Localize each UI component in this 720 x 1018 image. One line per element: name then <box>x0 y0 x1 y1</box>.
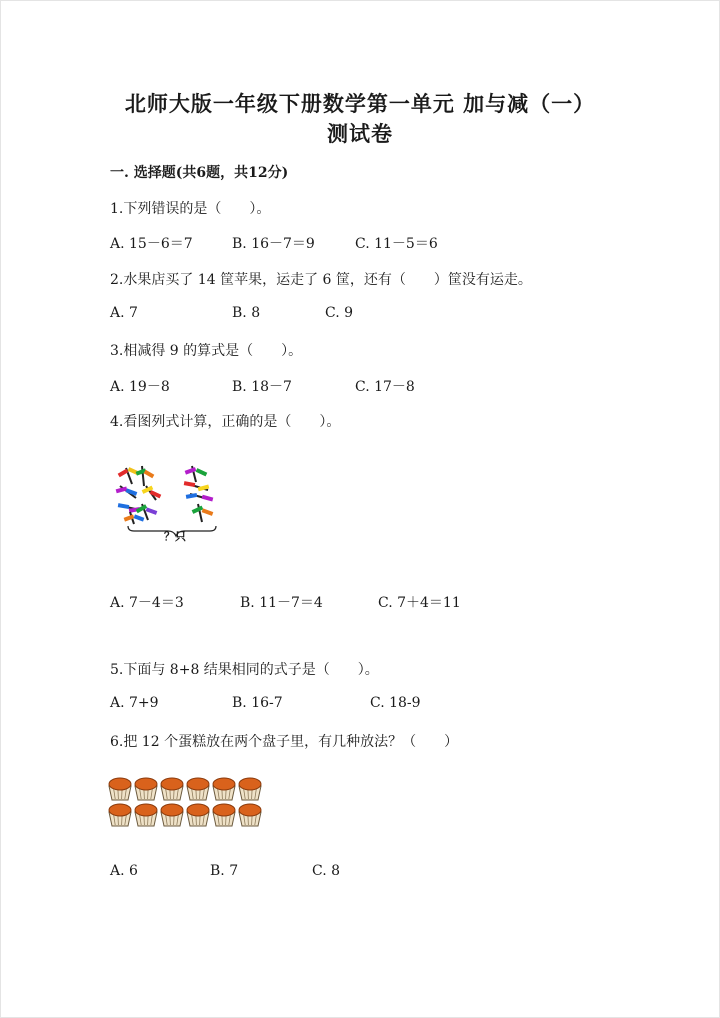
dragonfly-icon <box>116 486 138 498</box>
dragonfly-icon <box>192 504 214 522</box>
question-3-option-a[interactable]: A. 19－8 <box>110 379 170 395</box>
dragonfly-icon <box>186 493 214 501</box>
dragonfly-icon <box>136 466 155 486</box>
page-subtitle: 测试卷 <box>327 121 393 146</box>
question-4-option-c[interactable]: C. 7＋4＝11 <box>378 595 461 611</box>
question-6-stem: 6.把 12 个蛋糕放在两个盘子里，有几种放法？（ ） <box>110 734 459 750</box>
question-4-option-b[interactable]: B. 11－7＝4 <box>240 595 323 611</box>
cake-icon <box>161 804 183 826</box>
question-6-option-c[interactable]: C. 8 <box>312 863 341 879</box>
dragonfly-icon <box>124 512 145 524</box>
question-5-option-b[interactable]: B. 16-7 <box>232 695 283 711</box>
cakes-figure <box>108 776 264 828</box>
question-5-stem: 5.下面与 8+8 结果相同的式子是（ ）。 <box>110 662 379 678</box>
cake-icon <box>213 778 235 800</box>
question-3-option-c[interactable]: C. 17－8 <box>355 379 415 395</box>
cake-icon <box>109 778 131 800</box>
page-title: 北师大版一年级下册数学第一单元 加与减（一） <box>124 91 596 116</box>
dragonfly-icon <box>142 486 162 500</box>
question-1-stem: 1.下列错误的是（ ）。 <box>110 201 271 217</box>
cake-icon <box>239 804 261 826</box>
question-2-option-a[interactable]: A. 7 <box>110 305 138 321</box>
question-3-stem: 3.相减得 9 的算式是（ ）。 <box>110 343 303 359</box>
question-4-option-a[interactable]: A. 7－4＝3 <box>110 595 184 611</box>
question-4-stem: 4.看图列式计算，正确的是（ ）。 <box>110 414 341 430</box>
cake-icon <box>187 778 209 800</box>
question-6-option-a[interactable]: A. 6 <box>110 863 138 879</box>
question-1-option-b[interactable]: B. 16－7＝9 <box>232 236 315 252</box>
question-1-option-a[interactable]: A. 15－6＝7 <box>110 236 193 252</box>
cake-icon <box>135 804 157 826</box>
cake-icon <box>109 804 131 826</box>
cake-icon <box>187 804 209 826</box>
dragonfly-icon <box>118 467 139 484</box>
question-5-option-a[interactable]: A. 7+9 <box>110 695 159 711</box>
question-1-option-c[interactable]: C. 11－5＝6 <box>355 236 438 252</box>
cake-icon <box>239 778 261 800</box>
cake-icon <box>161 778 183 800</box>
question-2-option-c[interactable]: C. 9 <box>325 305 354 321</box>
section-heading: 一. 选择题(共6题，共12分) <box>110 165 289 181</box>
question-2-stem: 2.水果店买了 14 筐苹果，运走了 6 筐，还有（ ）筐没有运走。 <box>110 272 532 288</box>
cake-icon <box>213 804 235 826</box>
cake-icon <box>135 778 157 800</box>
question-3-option-b[interactable]: B. 18－7 <box>232 379 292 395</box>
figure-quantity-label: ？只 <box>164 530 186 543</box>
question-2-option-b[interactable]: B. 8 <box>232 305 261 321</box>
dragonfly-icon <box>185 466 208 482</box>
question-6-option-b[interactable]: B. 7 <box>210 863 239 879</box>
question-5-option-c[interactable]: C. 18-9 <box>370 695 421 711</box>
dragonfly-icon <box>184 481 210 491</box>
